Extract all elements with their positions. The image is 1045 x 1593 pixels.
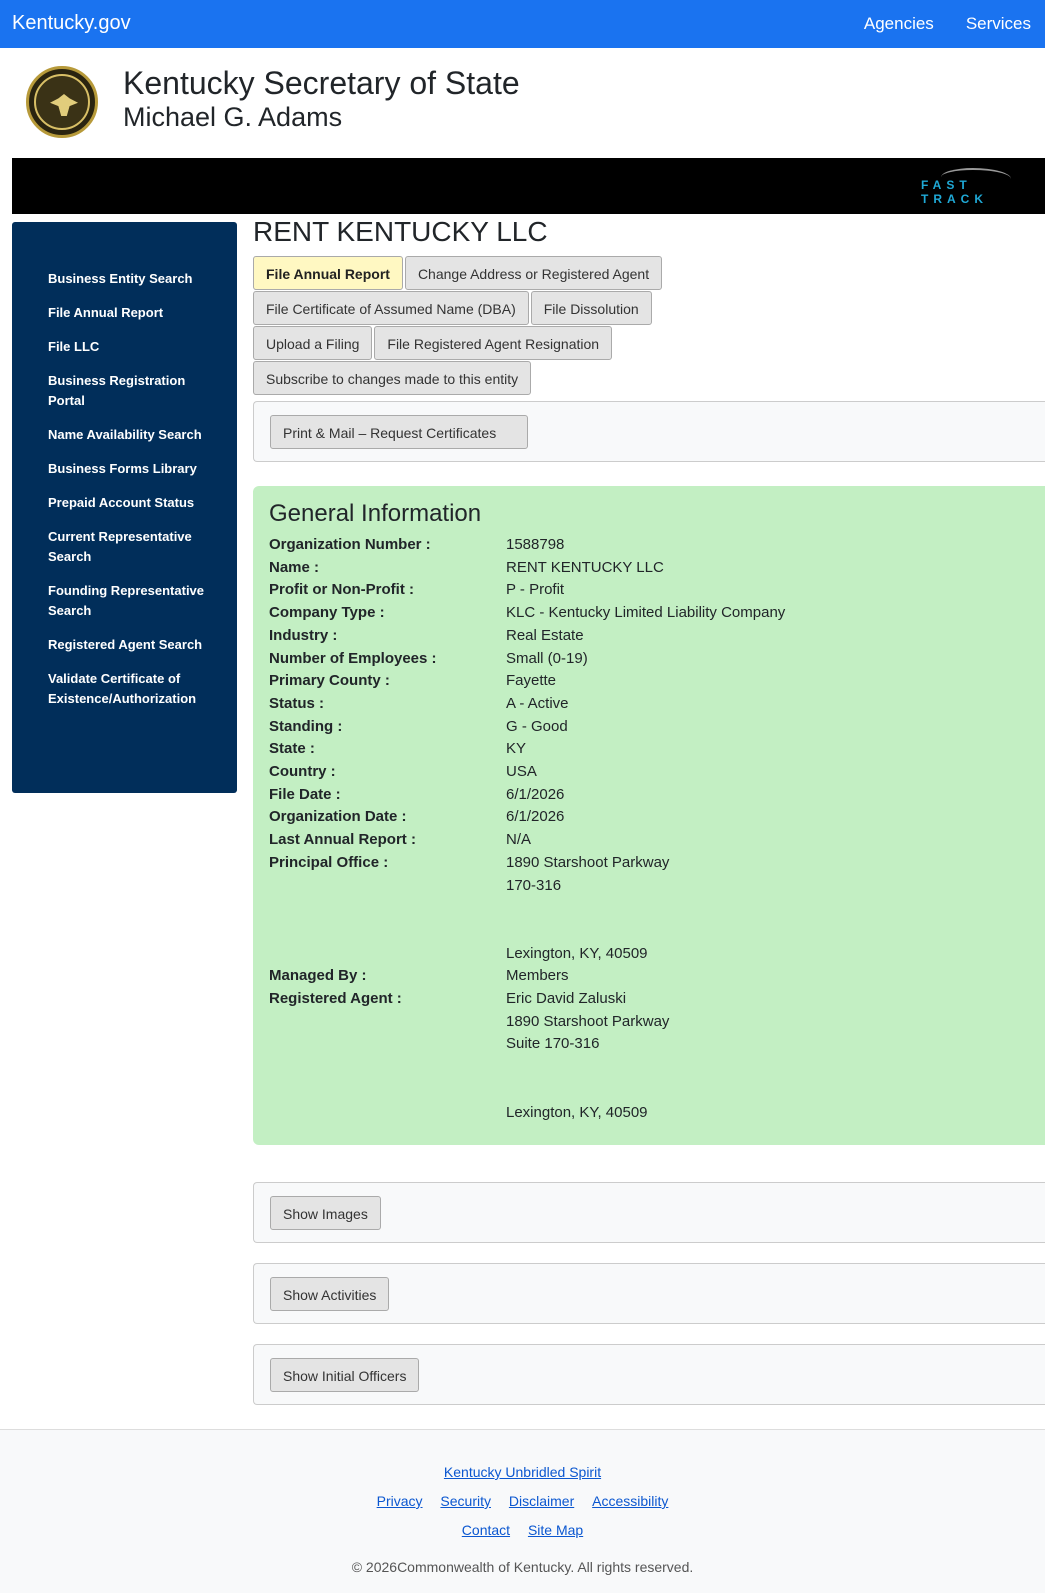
footer-privacy-link[interactable]: Privacy [376,1493,423,1509]
info-row-standing-label: Standing : [269,717,343,735]
registered-agent-line [269,988,1029,1011]
officers-panel [253,1344,1045,1405]
registered-agent-line-value: Eric David Zaluski [506,990,627,1008]
principal-office-line-value [506,920,1029,943]
state-seal-logo[interactable] [26,66,98,138]
info-row-country-label: Country : [269,763,336,781]
info-row-country [269,761,1029,784]
footer-tagline-row [0,1464,1045,1480]
principal-office-line [269,920,1029,943]
sidebar-item-file-llc[interactable]: File LLC [48,339,100,354]
action-row-3 [253,326,1045,361]
registered-agent-line-value: Lexington, KY, 40509 [506,1103,648,1121]
info-row-organization-date-value: 6/1/2026 [506,808,565,826]
show-initial-officers-button[interactable]: Show Initial Officers [270,1358,419,1392]
footer-links-row-2 [0,1522,1045,1538]
info-row-file-date-value: 6/1/2026 [506,785,565,803]
info-row-primary-county-label: Primary County : [269,672,390,690]
action-row-2 [253,291,1045,326]
info-row-state-label: State : [269,740,315,758]
images-panel [253,1182,1045,1243]
registered-agent-line-value [506,1079,1029,1102]
general-information-rows [269,534,1029,1124]
principal-office-line [269,852,1029,875]
info-row-country-value: USA [506,763,537,781]
eagle-icon [50,94,78,116]
registered-agent-line-label [269,1056,506,1079]
principal-office-line-label [269,943,506,966]
general-information-heading: General Information [269,500,482,527]
registered-agent-line [269,1056,1029,1079]
footer-links-row-1 [0,1493,1045,1509]
info-row-number-of-employees-value: Small (0-19) [506,649,588,667]
top-nav [864,14,1031,34]
footer-copyright: © 2026Commonwealth of Kentucky. All rights reserved. [351,1559,694,1575]
agencies-link[interactable]: Agencies [863,14,934,33]
info-row-industry [269,625,1029,648]
principal-office-line-label [269,875,506,898]
banner-bar [12,158,1045,214]
entity-title: RENT KENTUCKY LLC [253,216,548,247]
info-row-status-value: A - Active [506,694,569,712]
info-row-company-type-label: Company Type : [269,604,385,622]
sidebar-item-current-representative-search[interactable]: Current Representative Search [48,529,192,564]
registered-agent-line [269,1011,1029,1034]
services-link[interactable]: Services [965,14,1031,33]
info-row-organization-date [269,806,1029,829]
registered-agent-line-label [269,1079,506,1102]
sidebar-item-business-forms-library[interactable]: Business Forms Library [48,461,197,476]
info-row-profit-or-nonprofit-label: Profit or Non-Profit : [269,581,414,599]
info-row-company-type-value: KLC - Kentucky Limited Liability Company [506,604,786,622]
subscribe-button[interactable]: Subscribe to changes made to this entity [253,361,531,395]
principal-office-line-value: 170-316 [506,876,562,894]
info-row-primary-county-value: Fayette [506,672,557,690]
site-subtitle: Michael G. Adams [123,102,343,132]
footer-disclaimer-link[interactable]: Disclaimer [508,1493,575,1509]
agent-resignation-button[interactable]: File Registered Agent Resignation [374,326,612,360]
info-row-organization-date-label: Organization Date : [269,808,407,826]
general-information-panel [253,486,1045,1145]
principal-office-line-label [269,920,506,943]
footer-security-link[interactable]: Security [440,1493,491,1509]
info-row-managed-by [269,965,1029,988]
kentucky-gov-link[interactable]: Kentucky.gov [12,12,131,34]
sidebar-item-founding-representative-search[interactable]: Founding Representative Search [48,583,205,618]
registered-agent-line-value [506,1056,1029,1079]
footer-unbridled-spirit-link[interactable]: Kentucky Unbridled Spirit [443,1464,602,1480]
file-dissolution-button[interactable]: File Dissolution [531,291,652,325]
footer-contact-link[interactable]: Contact [461,1522,511,1538]
print-mail-certificates-button[interactable]: Print & Mail – Request Certificates [270,415,528,449]
info-row-company-type [269,602,1029,625]
fast-track-label: FAST TRACK [921,178,988,206]
principal-office-line [269,897,1029,920]
registered-agent-line-value: Suite 170-316 [506,1035,600,1053]
certificates-panel [253,401,1045,462]
site-footer [0,1429,1045,1593]
registered-agent-line-label [269,1033,506,1056]
info-row-managed-by-value: Members [506,967,569,985]
info-row-number-of-employees [269,648,1029,671]
principal-office-line-value: 1890 Starshoot Parkway [506,853,670,871]
info-row-file-date-label: File Date : [269,785,341,803]
info-row-last-annual-report-label: Last Annual Report : [269,831,416,849]
show-images-button[interactable]: Show Images [270,1196,381,1230]
info-row-status [269,693,1029,716]
sidebar-item-prepaid-account-status[interactable]: Prepaid Account Status [48,495,195,510]
footer-accessibility-link[interactable]: Accessibility [592,1493,669,1509]
upload-filing-button[interactable]: Upload a Filing [253,326,372,360]
seal-ring [34,74,90,130]
info-row-last-annual-report [269,829,1029,852]
sidebar-item-business-entity-search[interactable]: Business Entity Search [48,271,193,286]
info-row-standing-value: G - Good [506,717,568,735]
info-row-name [269,557,1029,580]
principal-office-line [269,943,1029,966]
sidebar-item-validate-certificate[interactable]: Validate Certificate of Existence/Authorization [48,671,197,706]
top-navbar [0,0,1045,48]
info-row-name-value: RENT KENTUCKY LLC [506,558,664,576]
info-row-state-value: KY [506,740,527,758]
info-row-standing [269,716,1029,739]
info-row-industry-value: Real Estate [506,626,584,644]
info-row-industry-label: Industry : [269,626,338,644]
info-row-state [269,738,1029,761]
registered-agent-line [269,1079,1029,1102]
registered-agent-line-label [269,1102,506,1125]
show-activities-button[interactable]: Show Activities [270,1277,389,1311]
principal-office-line [269,875,1029,898]
fast-track-logo[interactable] [921,168,1033,208]
activities-panel [253,1263,1045,1324]
change-address-button[interactable]: Change Address or Registered Agent [405,256,662,290]
info-row-name-label: Name : [269,558,320,576]
registered-agent-line [269,1102,1029,1125]
sidebar-item-registered-agent-search[interactable]: Registered Agent Search [48,637,203,652]
sidebar-nav [12,222,237,793]
footer-site-map-link[interactable]: Site Map [527,1522,584,1538]
info-row-profit-or-nonprofit [269,579,1029,602]
action-row-1 [253,256,1045,291]
info-row-organization-number-label: Organization Number : [269,536,431,553]
info-row-last-annual-report-value: N/A [506,831,532,849]
sidebar-item-file-annual-report[interactable]: File Annual Report [48,305,164,320]
info-row-primary-county [269,670,1029,693]
info-row-profit-or-nonprofit-value: P - Profit [506,581,565,599]
info-row-file-date [269,784,1029,807]
info-row-number-of-employees-label: Number of Employees : [269,649,437,667]
principal-office-line-label [269,897,506,920]
info-row-managed-by-label: Managed By : [269,967,367,985]
site-title: Kentucky Secretary of State [123,65,520,101]
info-row-status-label: Status : [269,694,325,712]
principal-office-line-label: Principal Office : [269,853,389,871]
file-annual-report-button[interactable]: File Annual Report [253,256,403,290]
site-header [0,48,1045,158]
principal-office-line-value [506,897,1029,920]
registered-agent-line [269,1033,1029,1056]
sidebar-item-name-availability-search[interactable]: Name Availability Search [48,427,202,442]
registered-agent-line-label: Registered Agent : [269,990,402,1008]
file-assumed-name-button[interactable]: File Certificate of Assumed Name (DBA) [253,291,529,325]
main-content [253,214,1045,1405]
sidebar-item-business-registration-portal[interactable]: Business Registration Portal [48,373,186,408]
registered-agent-line-value: 1890 Starshoot Parkway [506,1012,670,1030]
action-row-4 [253,361,1045,396]
info-row-organization-number [269,534,1029,557]
registered-agent-line-label [269,1011,506,1034]
principal-office-line-value: Lexington, KY, 40509 [506,944,648,962]
info-row-organization-number-value: 1588798 [506,536,565,553]
